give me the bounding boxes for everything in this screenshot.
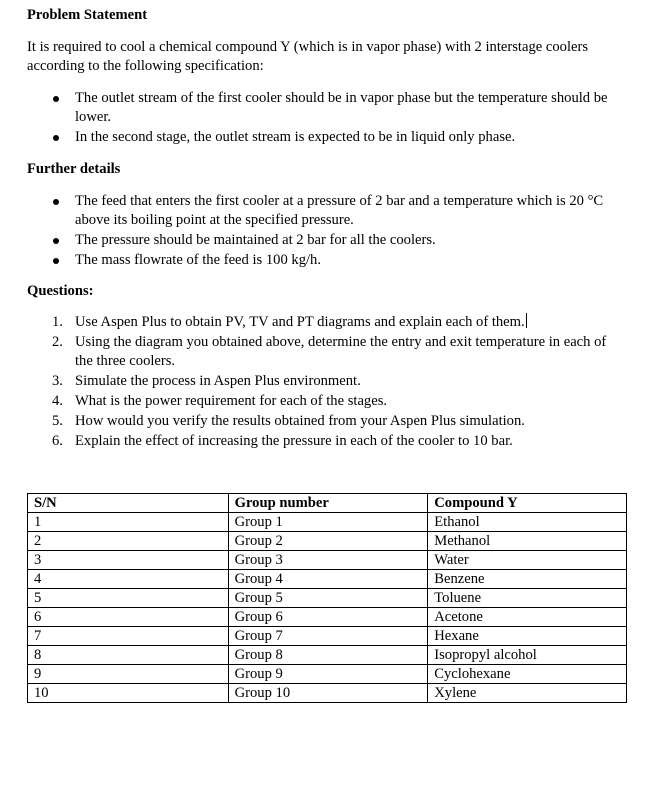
cell-sn: 4 (28, 570, 229, 589)
question-number: 2. (52, 334, 63, 350)
table-row (28, 570, 627, 589)
question-number: 4. (52, 393, 63, 409)
cell-compound: Ethanol (428, 513, 627, 532)
cell-group: Group 5 (228, 589, 428, 608)
question-item (27, 412, 627, 431)
table-row (28, 627, 627, 646)
specification-item: The outlet stream of the first cooler should be in vapor phase but the temperature should be lower. (27, 89, 627, 127)
text-cursor (526, 313, 527, 328)
question-number: 6. (52, 433, 63, 449)
group-assignment-table (27, 493, 627, 703)
cell-compound: Cyclohexane (428, 665, 627, 684)
question-text: What is the power requirement for each of the stages. (75, 393, 388, 409)
cell-sn: 8 (28, 646, 229, 665)
document-page (27, 6, 627, 451)
question-text: Use Aspen Plus to obtain PV, TV and PT diagrams and explain each of them. (75, 314, 525, 330)
cell-compound: Water (428, 551, 627, 570)
question-text: Using the diagram you obtained above, determine the entry and exit temperature in each of the three coolers. (75, 334, 607, 369)
cell-group: Group 7 (228, 627, 428, 646)
header-sn: S/N (28, 494, 229, 513)
cell-group: Group 10 (228, 684, 428, 703)
cell-compound: Hexane (428, 627, 627, 646)
question-item (27, 313, 627, 332)
further-details-item: The mass flowrate of the feed is 100 kg/h. (27, 251, 627, 270)
question-item (27, 372, 627, 391)
cell-compound: Isopropyl alcohol (428, 646, 627, 665)
cell-sn: 10 (28, 684, 229, 703)
cell-group: Group 9 (228, 665, 428, 684)
question-item (27, 333, 627, 371)
problem-statement-heading: Problem Statement (27, 7, 148, 23)
further-details-heading: Further details (27, 161, 121, 177)
table-row (28, 532, 627, 551)
cell-sn: 9 (28, 665, 229, 684)
further-details-list (27, 192, 627, 270)
cell-sn: 5 (28, 589, 229, 608)
cell-sn: 6 (28, 608, 229, 627)
table-header-row (28, 494, 627, 513)
table-row (28, 608, 627, 627)
cell-compound: Acetone (428, 608, 627, 627)
question-number: 3. (52, 373, 63, 389)
question-item (27, 392, 627, 411)
cell-compound: Xylene (428, 684, 627, 703)
question-item (27, 432, 627, 451)
cell-sn: 1 (28, 513, 229, 532)
question-number: 1. (52, 314, 63, 330)
question-number: 5. (52, 413, 63, 429)
header-compound: Compound Y (428, 494, 627, 513)
question-text: How would you verify the results obtained from your Aspen Plus simulation. (75, 413, 525, 429)
cell-group: Group 1 (228, 513, 428, 532)
table-row (28, 684, 627, 703)
cell-group: Group 3 (228, 551, 428, 570)
cell-sn: 2 (28, 532, 229, 551)
table-row (28, 551, 627, 570)
cell-compound: Toluene (428, 589, 627, 608)
question-text: Explain the effect of increasing the pressure in each of the cooler to 10 bar. (75, 433, 513, 449)
cell-group: Group 8 (228, 646, 428, 665)
table-row (28, 665, 627, 684)
cell-compound: Benzene (428, 570, 627, 589)
specification-item: In the second stage, the outlet stream is expected to be in liquid only phase. (27, 128, 627, 147)
further-details-item: The pressure should be maintained at 2 bar for all the coolers. (27, 231, 627, 250)
questions-heading: Questions: (27, 283, 94, 299)
cell-sn: 3 (28, 551, 229, 570)
further-details-item: The feed that enters the first cooler at a pressure of 2 bar and a temperature which is 20 °C above its boiling point at the specified pressure. (27, 192, 627, 230)
table-row (28, 646, 627, 665)
cell-group: Group 6 (228, 608, 428, 627)
questions-list (27, 313, 627, 451)
cell-compound: Methanol (428, 532, 627, 551)
cell-group: Group 4 (228, 570, 428, 589)
cell-group: Group 2 (228, 532, 428, 551)
table-row (28, 589, 627, 608)
table-row (28, 513, 627, 532)
question-text: Simulate the process in Aspen Plus environment. (75, 373, 361, 389)
problem-intro-paragraph: It is required to cool a chemical compound Y (which is in vapor phase) with 2 interstage coolers according to the following specification: (27, 39, 589, 74)
header-group-number: Group number (228, 494, 428, 513)
specification-list (27, 89, 627, 147)
cell-sn: 7 (28, 627, 229, 646)
